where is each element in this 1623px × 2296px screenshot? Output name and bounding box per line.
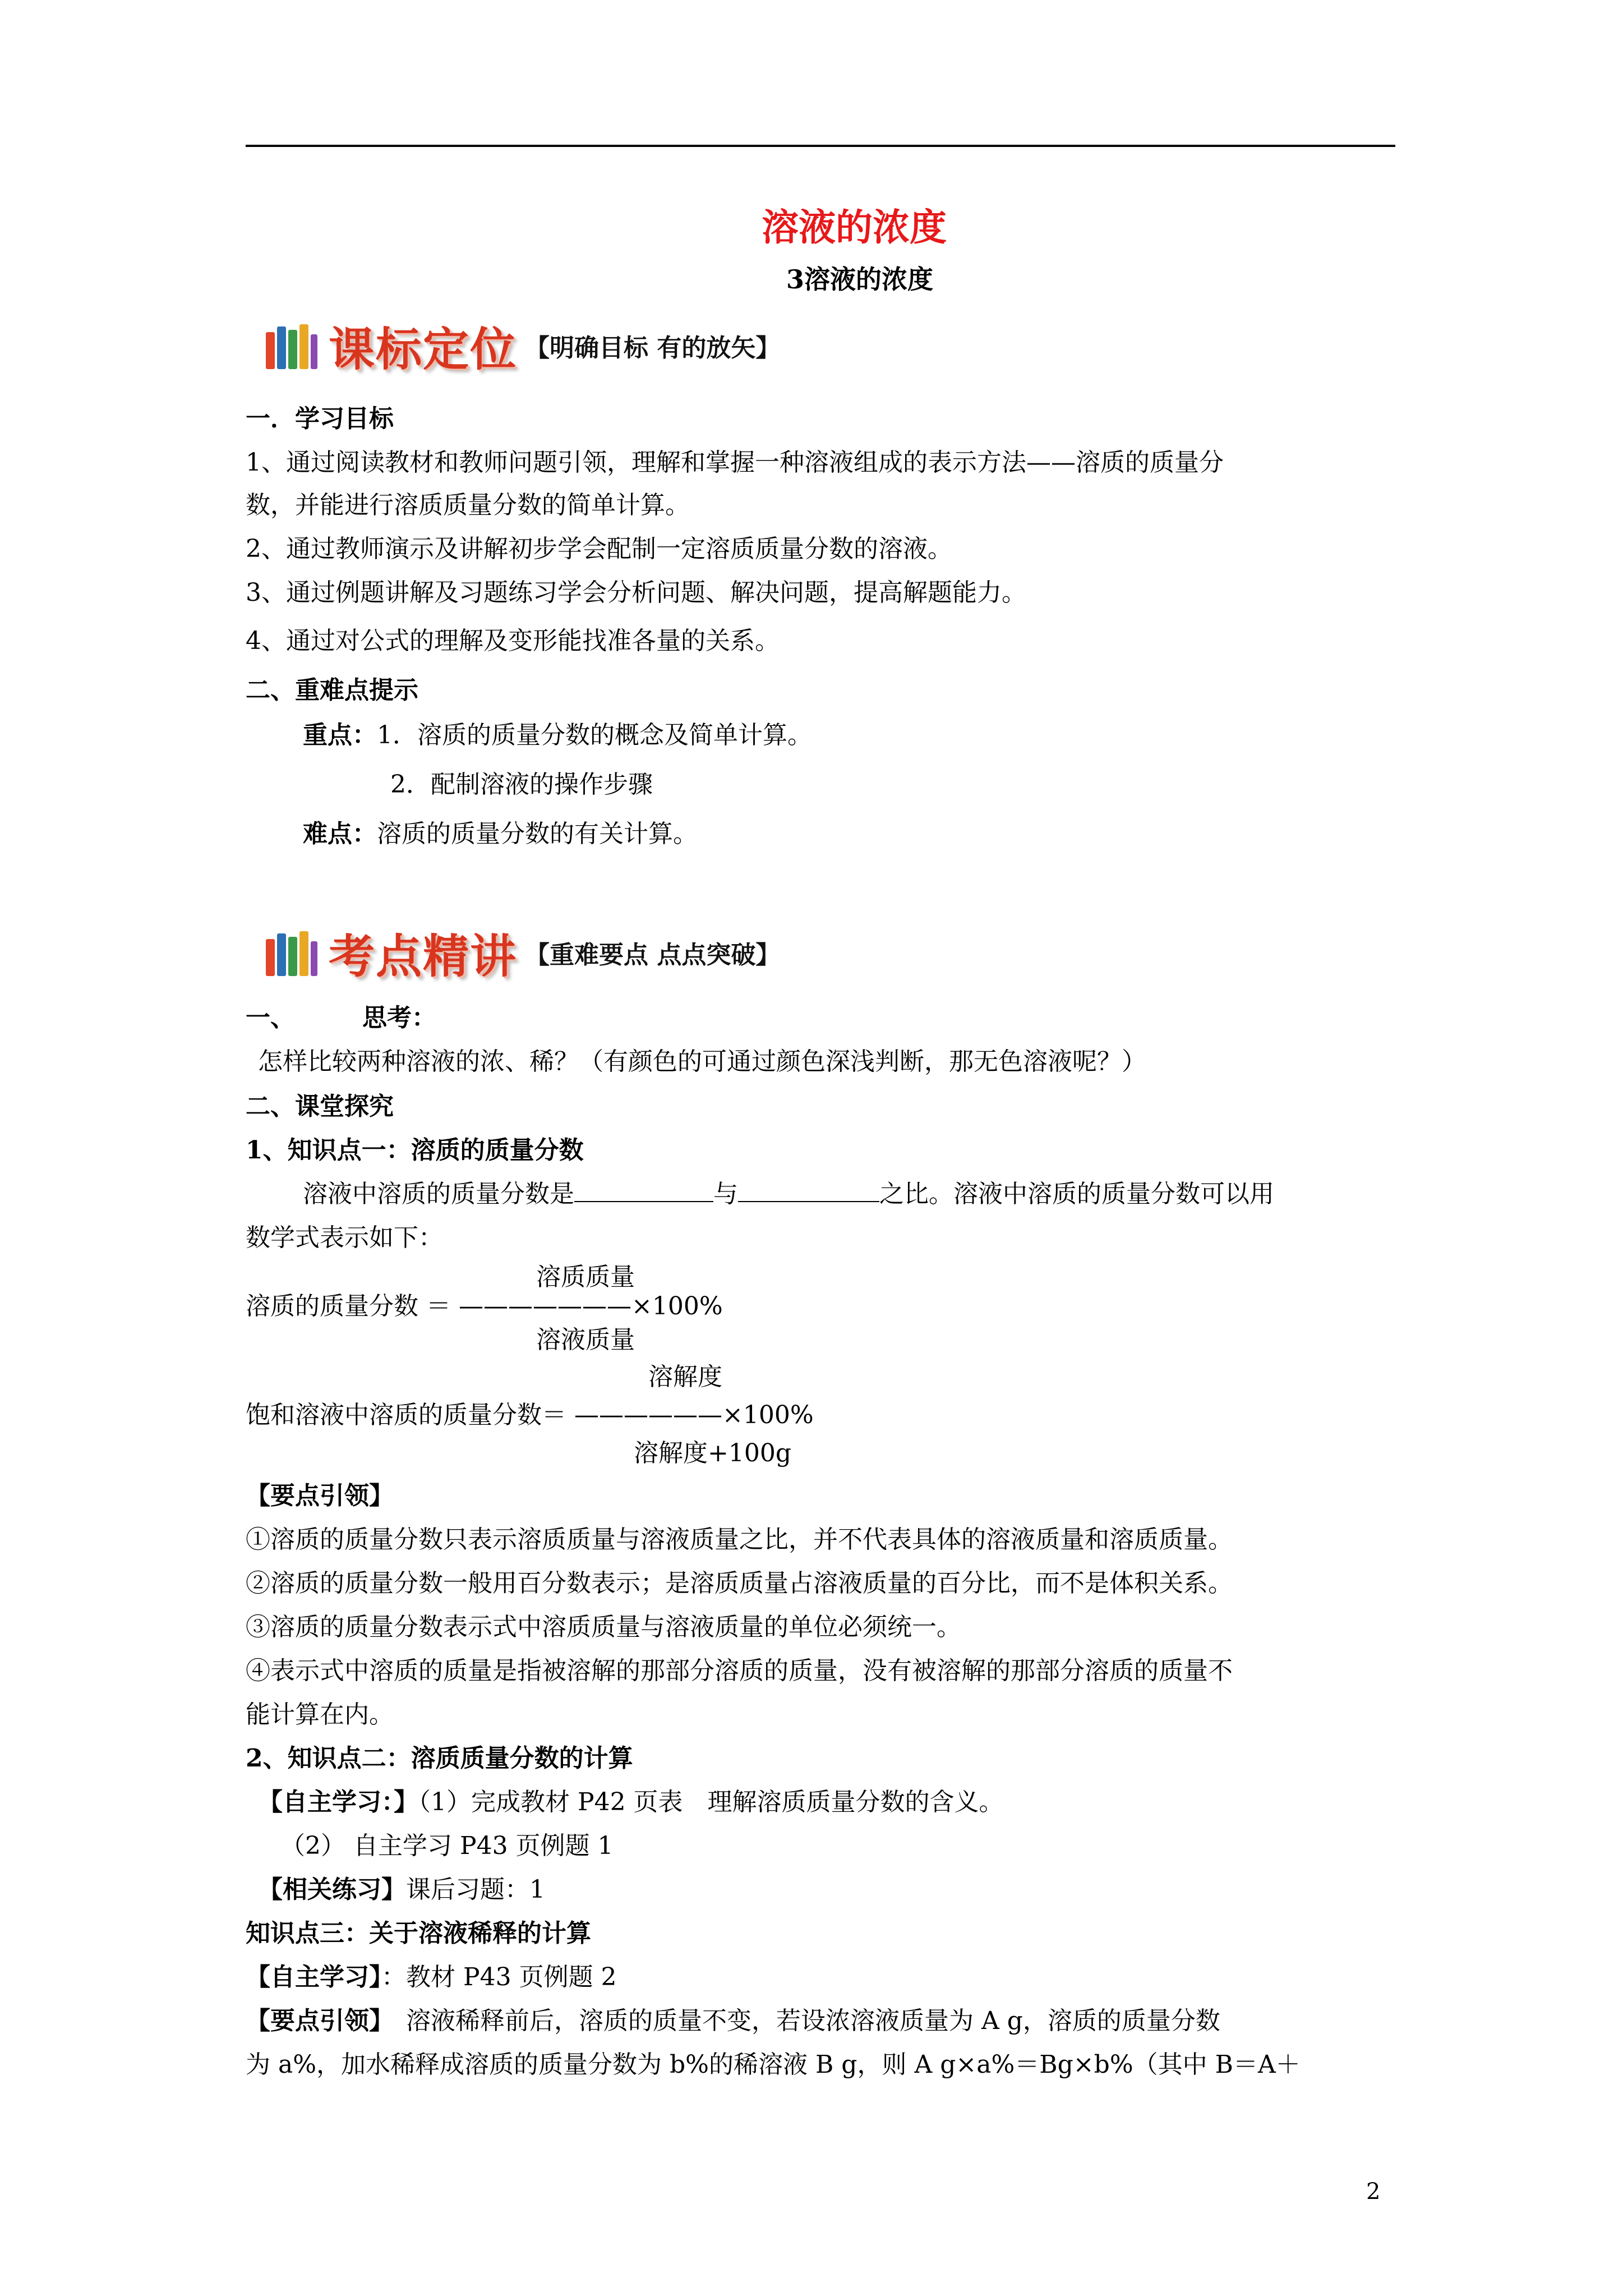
goal-line: 2、通过教师演示及讲解初步学会配制一定溶质质量分数的溶液。 — [246, 535, 952, 563]
books-icon — [264, 927, 320, 978]
key-label: 重点： — [303, 721, 377, 749]
page-number: 2 — [1366, 2179, 1381, 2205]
formula1-denominator: 溶液质量 — [536, 1326, 635, 1354]
goal-line: 4、通过对公式的理解及变形能找准各量的关系。 — [246, 627, 780, 655]
think-question: 怎样比较两种溶液的浓、稀？（有颜色的可通过颜色深浅判断，那无色溶液呢？） — [258, 1047, 1146, 1076]
key-point-row — [303, 719, 812, 752]
formula1-numerator: 溶质质量 — [536, 1263, 635, 1291]
self-study-text: ：教材 P43 页例题 2 — [381, 1963, 617, 1991]
goal-line: 数，并能进行溶质质量分数的简单计算。 — [246, 491, 690, 519]
section-heading-key-points: 二、重难点提示 — [246, 676, 418, 705]
blank-field — [574, 1179, 713, 1202]
tip-line: ④表示式中溶质的质量是指被溶解的那部分溶质的质量，没有被溶解的那部分溶质的质量不 — [246, 1657, 1233, 1685]
difficulty-label: 难点： — [303, 820, 377, 848]
banner-tag: 【明确目标 有的放矢】 — [525, 334, 781, 362]
books-icon — [264, 320, 320, 371]
tip-line: ①溶质的质量分数只表示溶质质量与溶液质量之比，并不代表具体的溶液质量和溶质质量。 — [246, 1525, 1233, 1554]
self-study-label: 【自主学习：】 — [258, 1788, 418, 1816]
blank-field — [738, 1179, 879, 1202]
banner-key-explanations — [264, 927, 781, 983]
tip-text: 溶液稀释前后，溶质的质量不变，若设浓溶液质量为 A g，溶质的质量分数 — [381, 2007, 1220, 2035]
tip-label: 【要点引领】 — [246, 2007, 381, 2035]
goal-line: 1、通过阅读教材和教师问题引领，理解和掌握一种溶液组成的表示方法——溶质的质量分 — [246, 448, 1224, 477]
section-heading-goals: 一．学习目标 — [246, 404, 394, 433]
difficulty-row — [303, 818, 698, 850]
banner-word: 考点精讲 — [329, 930, 518, 983]
self-study-label: 【自主学习】 — [246, 1963, 381, 1991]
tips-heading: 【要点引领】 — [246, 1481, 394, 1510]
doc-subtitle: 3溶液的浓度 — [786, 264, 934, 295]
self-study-row-3 — [246, 1961, 617, 1994]
self-study-text: （1）完成教材 P42 页表 理解溶质质量分数的含义。 — [418, 1788, 1004, 1816]
related-exercise-text: 课后习题：1 — [406, 1875, 545, 1904]
doc-title: 溶液的浓度 — [762, 205, 947, 249]
tip-line: 能计算在内。 — [246, 1700, 394, 1729]
banner-course-goals — [264, 320, 781, 376]
key-point-2: 2．配制溶液的操作步骤 — [390, 770, 653, 799]
knowledge-point-3: 知识点三：关于溶液稀释的计算 — [246, 1919, 591, 1948]
dilution-tip-line-2: 为 a%，加水稀释成溶质的质量分数为 b%的稀溶液 B g，则 A g×a%＝Bg×b%（其中 B＝A＋ — [246, 2050, 1301, 2079]
think-heading: 思考： — [362, 1004, 436, 1032]
related-exercise-label: 【相关练习】 — [258, 1875, 406, 1904]
banner-tag: 【重难要点 点点突破】 — [525, 941, 781, 969]
formula2-main: 饱和溶液中溶质的质量分数＝ ——————×100% — [246, 1401, 814, 1429]
tip-line: ③溶质的质量分数表示式中溶质质量与溶液质量的单位必须统一。 — [246, 1613, 961, 1641]
formula2-numerator: 溶解度 — [648, 1363, 722, 1391]
header-rule — [246, 145, 1395, 147]
goal-line: 3、通过例题讲解及习题练习学会分析问题、解决问题，提高解题能力。 — [246, 578, 1026, 607]
self-study-text-2: （2） 自主学习 P43 页例题 1 — [280, 1832, 614, 1860]
definition-text: 溶液中溶质的质量分数是 — [303, 1180, 574, 1208]
definition-line: 数学式表示如下： — [246, 1223, 443, 1252]
dilution-tip-row — [246, 2005, 1220, 2037]
banner-word: 课标定位 — [329, 323, 518, 376]
think-heading-num: 一、 — [246, 1004, 295, 1032]
knowledge-point-1: 1、知识点一：溶质的质量分数 — [246, 1136, 584, 1165]
difficulty-text: 溶质的质量分数的有关计算。 — [377, 820, 698, 848]
formula2-denominator: 溶解度+100g — [634, 1439, 792, 1467]
related-exercise-row — [258, 1874, 545, 1906]
knowledge-point-2: 2、知识点二：溶质质量分数的计算 — [246, 1744, 633, 1773]
definition-text: 之比。溶液中溶质的质量分数可以用 — [879, 1180, 1274, 1208]
self-study-row — [258, 1786, 1004, 1819]
explore-heading: 二、课堂探究 — [246, 1092, 394, 1121]
formula1-main: 溶质的质量分数 ＝ ———————×100% — [246, 1292, 723, 1320]
definition-line — [303, 1178, 1274, 1211]
definition-text: 与 — [713, 1180, 738, 1208]
key-point-1: 1．溶质的质量分数的概念及简单计算。 — [377, 721, 812, 749]
tip-line: ②溶质的质量分数一般用百分数表示；是溶质质量占溶液质量的百分比，而不是体积关系。 — [246, 1569, 1233, 1598]
